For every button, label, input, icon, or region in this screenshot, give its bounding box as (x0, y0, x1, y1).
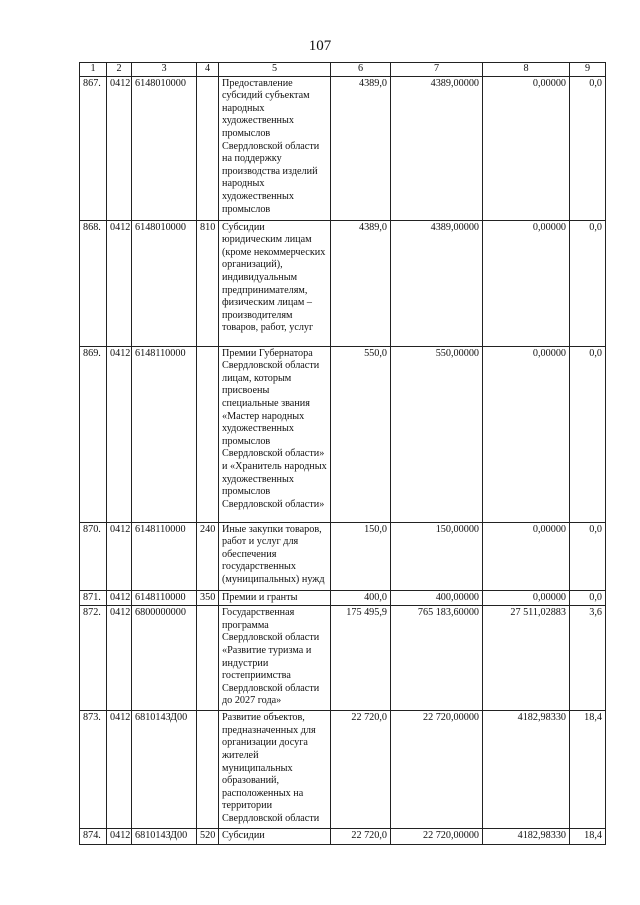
column-header: 2 (107, 63, 132, 77)
item-name: Развитие объектов, предназначенных для организации досуга жителей муниципальных образований, расположенных на территории Свердловской области (219, 711, 331, 829)
value-col-8: 4182,98330 (483, 711, 570, 829)
target-code: 6148110000 (132, 346, 197, 522)
value-col-6: 22 720,0 (331, 711, 391, 829)
expense-type: 810 (197, 220, 219, 346)
value-col-9: 0,0 (570, 76, 606, 220)
section-code: 0412 (107, 606, 132, 711)
value-col-6: 4389,0 (331, 220, 391, 346)
row-number: 868. (80, 220, 107, 346)
page-number: 107 (308, 38, 332, 54)
item-name: Государственная программа Свердловской области «Развитие туризма и индустрии гостеприимства Свердловской области до 2027 года» (219, 606, 331, 711)
row-number: 870. (80, 522, 107, 590)
row-number: 869. (80, 346, 107, 522)
row-number: 867. (80, 76, 107, 220)
target-code: 681014ЗД00 (132, 829, 197, 845)
item-name: Премии Губернатора Свердловской области лицам, которым присвоены специальные звания «Мастер народных художественных промыслов Свердловской области» и «Хранитель народных художественных промыслов Свердловской области» (219, 346, 331, 522)
column-header: 6 (331, 63, 391, 77)
expense-type: 350 (197, 590, 219, 606)
section-code: 0412 (107, 711, 132, 829)
target-code: 6148010000 (132, 220, 197, 346)
item-name: Иные закупки товаров, работ и услуг для обеспечения государственных (муниципальных) нужд (219, 522, 331, 590)
expense-type (197, 346, 219, 522)
section-code: 0412 (107, 220, 132, 346)
value-col-9: 18,4 (570, 711, 606, 829)
column-header: 9 (570, 63, 606, 77)
value-col-7: 4389,00000 (391, 220, 483, 346)
section-code: 0412 (107, 590, 132, 606)
row-number: 874. (80, 829, 107, 845)
column-header: 4 (197, 63, 219, 77)
column-header: 7 (391, 63, 483, 77)
row-number: 872. (80, 606, 107, 711)
target-code: 681014ЗД00 (132, 711, 197, 829)
value-col-6: 175 495,9 (331, 606, 391, 711)
section-code: 0412 (107, 76, 132, 220)
table-header-row (80, 63, 606, 77)
table-row (80, 220, 606, 346)
value-col-6: 22 720,0 (331, 829, 391, 845)
value-col-9: 0,0 (570, 522, 606, 590)
expense-type: 240 (197, 522, 219, 590)
item-name: Субсидии юридическим лицам (кроме некоммерческих организаций), индивидуальным предпринимателям, физическим лицам – производителям товаров, работ, услуг (219, 220, 331, 346)
expense-type (197, 711, 219, 829)
table-row (80, 829, 606, 845)
table-row (80, 606, 606, 711)
table-row (80, 590, 606, 606)
value-col-6: 4389,0 (331, 76, 391, 220)
target-code: 6148110000 (132, 522, 197, 590)
section-code: 0412 (107, 829, 132, 845)
value-col-8: 27 511,02883 (483, 606, 570, 711)
value-col-8: 0,00000 (483, 346, 570, 522)
value-col-7: 400,00000 (391, 590, 483, 606)
item-name: Предоставление субсидий субъектам народных художественных промыслов Свердловской области на поддержку производства изделий народных художественных промыслов (219, 76, 331, 220)
budget-table (79, 62, 606, 845)
item-name: Премии и гранты (219, 590, 331, 606)
section-code: 0412 (107, 522, 132, 590)
column-header: 1 (80, 63, 107, 77)
value-col-9: 0,0 (570, 220, 606, 346)
value-col-7: 550,00000 (391, 346, 483, 522)
target-code: 6148110000 (132, 590, 197, 606)
row-number: 873. (80, 711, 107, 829)
table-row (80, 76, 606, 220)
value-col-9: 18,4 (570, 829, 606, 845)
target-code: 6800000000 (132, 606, 197, 711)
value-col-8: 0,00000 (483, 76, 570, 220)
expense-type (197, 606, 219, 711)
section-code: 0412 (107, 346, 132, 522)
table-row (80, 346, 606, 522)
expense-type: 520 (197, 829, 219, 845)
value-col-9: 3,6 (570, 606, 606, 711)
value-col-6: 550,0 (331, 346, 391, 522)
value-col-7: 22 720,00000 (391, 711, 483, 829)
value-col-6: 400,0 (331, 590, 391, 606)
value-col-8: 4182,98330 (483, 829, 570, 845)
value-col-7: 150,00000 (391, 522, 483, 590)
value-col-7: 765 183,60000 (391, 606, 483, 711)
column-header: 3 (132, 63, 197, 77)
table-row (80, 711, 606, 829)
expense-type (197, 76, 219, 220)
value-col-8: 0,00000 (483, 522, 570, 590)
value-col-9: 0,0 (570, 590, 606, 606)
column-header: 5 (219, 63, 331, 77)
value-col-6: 150,0 (331, 522, 391, 590)
value-col-8: 0,00000 (483, 220, 570, 346)
row-number: 871. (80, 590, 107, 606)
table-row (80, 522, 606, 590)
target-code: 6148010000 (132, 76, 197, 220)
value-col-9: 0,0 (570, 346, 606, 522)
column-header: 8 (483, 63, 570, 77)
item-name: Субсидии (219, 829, 331, 845)
value-col-8: 0,00000 (483, 590, 570, 606)
value-col-7: 4389,00000 (391, 76, 483, 220)
value-col-7: 22 720,00000 (391, 829, 483, 845)
